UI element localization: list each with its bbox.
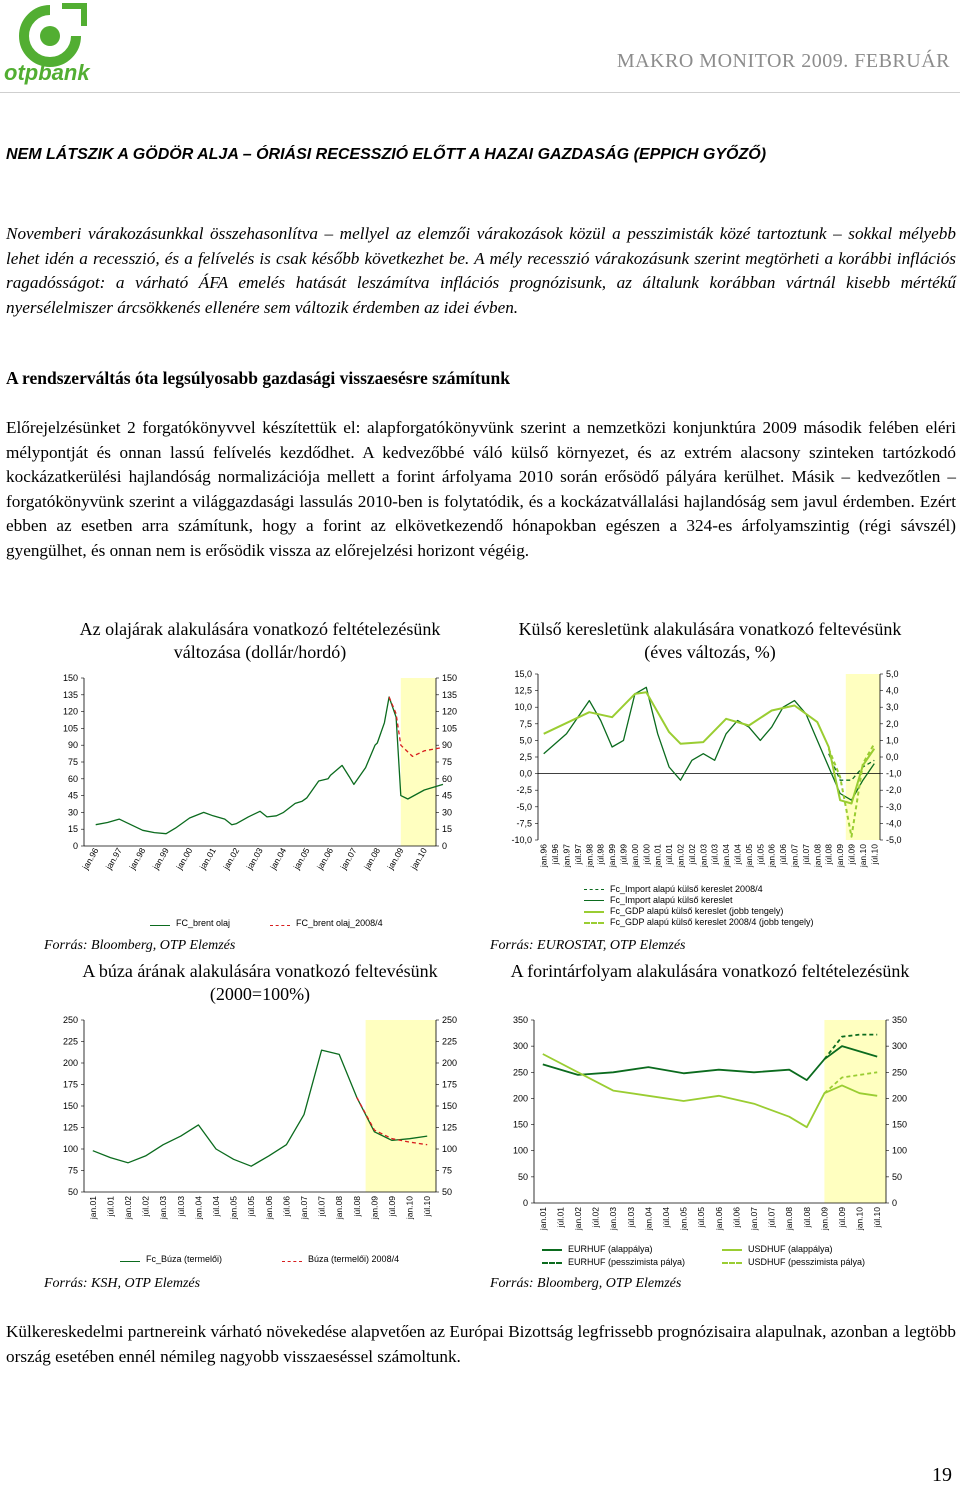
y-tick-label-left: 250 [62,1015,78,1025]
x-tick-label: jan.05 [291,846,312,872]
x-tick-label: jan.07 [299,1196,309,1220]
y-tick-label-left: 150 [62,1101,78,1111]
y-tick-label-right: 1,0 [886,735,899,746]
x-tick-label: júl.10 [422,1196,433,1217]
wheat-source: Forrás: KSH, OTP Elemzés [44,1276,201,1291]
x-tick-label: júl.06 [731,1207,742,1228]
x-tick-label: jan.03 [158,1196,169,1220]
x-tick-label: jan.04 [721,844,732,868]
x-tick-label: júl.04 [732,844,743,865]
x-tick-label: jan.04 [267,846,289,872]
demand-chart-title: Külső keresletünk alakulására vonatkozó feltevésünk (éves változás, %) [518,619,902,662]
x-tick-label: jan.05 [678,1207,689,1231]
y-tick-label-left: 0,0 [519,768,532,779]
x-tick-label: jan.03 [608,1207,619,1231]
y-tick-label-left: 135 [62,689,78,700]
y-tick-label-left: -7,5 [516,818,532,829]
page-number: 19 [932,1464,952,1486]
x-tick-label: jan.98 [584,844,595,868]
legend-item: Fc_Búza (termelői) [120,1254,222,1265]
x-tick-label: júl.08 [823,844,834,865]
legend-item: EURHUF (pesszimista pálya) [542,1257,722,1268]
x-tick-label: jan.05 [228,1196,239,1220]
x-tick-label: jan.99 [150,846,171,872]
x-tick-label: júl.08 [801,1207,812,1228]
legend-item: Fc_GDP alapú külső kereslet (jobb tengely) [584,906,813,917]
y-tick-label-right: 30 [442,807,453,818]
wheat-chart-title: A búza árának alakulására vonatkozó feltevésünk (2000=100%) [82,961,438,1004]
y-tick-label-right: 150 [442,1101,458,1111]
section-subhead: A rendszerváltás óta legsúlyosabb gazdasági visszaesésre számítunk [6,368,510,388]
y-tick-label-right: -1,0 [886,768,902,779]
y-tick-label-left: -5,0 [516,801,532,812]
y-tick-label-right: 225 [442,1036,458,1047]
y-tick-label-right: -2,0 [886,785,902,796]
x-tick-label: júl.01 [555,1207,566,1228]
y-tick-label-right: 0 [442,841,448,851]
y-tick-label-right: 45 [442,790,453,801]
y-tick-label-left: 0 [72,841,78,851]
y-tick-label-left: 90 [67,740,78,751]
x-tick-label: jan.08 [784,1207,795,1231]
x-tick-label: jan.08 [361,846,383,872]
x-tick-label: júl.02 [140,1196,151,1217]
y-tick-label-right: -5,0 [886,835,902,845]
y-tick-label-left: 200 [62,1058,78,1068]
x-tick-label: júl.07 [800,844,811,865]
x-tick-label: jan.02 [123,1196,133,1220]
forecast-band [846,674,880,840]
x-tick-label: júl.00 [641,844,652,865]
x-tick-label: jan.06 [263,1196,274,1220]
x-tick-label: jan.99 [607,844,618,868]
demand-source: Forrás: EUROSTAT, OTP Elemzés [490,938,686,953]
y-tick-label-left: 7,5 [519,718,532,729]
y-tick-label-right: 5,0 [886,669,899,679]
y-tick-label-right: 200 [892,1093,908,1104]
y-tick-label-right: 125 [442,1122,458,1133]
x-tick-label: júl.04 [211,1196,221,1217]
forecast-band [366,1020,436,1192]
series-line [544,687,875,800]
y-tick-label-left: 10,0 [514,702,532,713]
y-tick-label-right: 60 [442,773,453,784]
x-tick-label: jan.04 [643,1207,654,1231]
fx-source: Forrás: Bloomberg, OTP Elemzés [490,1276,682,1291]
x-tick-label: jan.06 [314,846,336,872]
y-tick-label-left: 200 [512,1093,528,1104]
y-tick-label-right: 50 [892,1171,903,1182]
masthead: MAKRO MONITOR 2009. FEBRUÁR [616,50,950,72]
y-tick-label-left: 2,5 [519,752,532,762]
x-tick-label: jan.07 [338,846,359,872]
oil-legend [150,918,383,929]
y-tick-label-left: 300 [512,1041,528,1052]
x-tick-label: júl.03 [709,844,720,865]
x-tick-label: jan.00 [174,846,195,872]
wheat-price-chart [40,1010,480,1250]
y-tick-label-right: 300 [892,1041,908,1052]
y-tick-label-right: -4,0 [886,818,902,829]
x-tick-label: jan.04 [193,1196,204,1220]
y-tick-label-left: 250 [512,1067,528,1078]
y-tick-label-left: 105 [62,723,78,734]
y-tick-label-left: 50 [67,1187,78,1197]
x-tick-label: jan.07 [789,844,800,868]
y-tick-label-left: 225 [62,1036,78,1047]
x-tick-label: júl.05 [696,1207,707,1228]
x-tick-label: júl.07 [766,1207,777,1228]
y-tick-label-left: 75 [67,1165,78,1176]
x-tick-label: jan.10 [408,846,429,872]
x-tick-label: júl.09 [387,1196,397,1217]
x-tick-label: júl.04 [661,1207,671,1228]
y-tick-label-right: 3,0 [886,702,899,713]
x-tick-label: jan.02 [675,844,686,868]
y-tick-label-right: 15 [442,824,453,835]
article-title: NEM LÁTSZIK A GÖDÖR ALJA – ÓRIÁSI RECESSZIÓ ELŐTT A HAZAI GAZDASÁG (EPPICH GYŐZŐ) [6,146,767,163]
y-tick-label-right: 4,0 [886,685,899,696]
oil-chart-title: Az olajárak alakulására vonatkozó feltételezésünk változása (dollár/hordó) [79,619,441,662]
x-tick-label: júl.08 [351,1196,362,1217]
y-tick-label-left: 175 [62,1079,78,1090]
wheat-legend [120,1254,399,1265]
x-tick-label: júl.97 [572,844,583,865]
x-tick-label: jan.96 [538,844,549,868]
x-tick-label: jan.09 [385,846,406,872]
x-tick-label: jan.03 [698,844,709,868]
x-tick-label: júl.03 [625,1207,636,1228]
y-tick-label-left: 5,0 [519,735,532,746]
x-tick-label: jan.01 [87,1196,98,1220]
x-tick-label: jan.03 [244,846,265,872]
fx-legend [542,1244,902,1268]
x-tick-label: jan.97 [561,844,572,868]
y-tick-label-right: -3,0 [886,801,902,812]
header-rule [0,92,960,93]
y-tick-label-left: 75 [67,757,78,767]
y-tick-label-left: 45 [67,790,78,801]
y-tick-label-left: 12,5 [514,685,532,696]
legend-item: Fc_Import alapú külső kereslet 2008/4 [584,884,813,895]
x-tick-label: júl.01 [664,844,675,865]
y-tick-label-right: 90 [442,740,453,751]
x-tick-label: jan.09 [819,1207,830,1231]
brand-name: otpbank [4,60,90,85]
x-tick-label: jan.10 [857,844,868,868]
y-tick-label-right: 350 [892,1015,908,1025]
y-tick-label-left: 60 [67,773,78,784]
legend-item: EURHUF (alappálya) [542,1244,722,1255]
y-tick-label-right: 150 [892,1119,908,1130]
x-tick-label: júl.05 [755,844,766,865]
x-tick-label: júl.06 [281,1196,292,1217]
x-tick-label: jan.98 [127,846,148,872]
y-tick-label-right: 200 [442,1058,458,1068]
x-tick-label: júl.99 [618,844,629,865]
y-tick-label-right: 50 [442,1187,453,1197]
y-tick-label-left: 50 [517,1171,528,1182]
x-tick-label: jan.00 [629,844,640,868]
x-tick-label: júl.03 [175,1196,186,1217]
y-tick-label-right: 175 [442,1079,458,1090]
y-tick-label-right: 75 [442,757,453,767]
y-tick-label-right: 105 [442,723,458,734]
x-tick-label: jan.02 [573,1207,583,1231]
y-tick-label-right: 250 [442,1015,458,1025]
x-tick-label: júl.02 [590,1207,601,1228]
y-tick-label-right: 100 [442,1144,458,1154]
x-tick-label: jan.05 [743,844,754,868]
x-tick-label: júl.01 [105,1196,116,1217]
lead-paragraph: Novemberi várakozásunkkal összehasonlítva – mellyel az elemzői várakozások közül a pesszimisták közé tartoztunk – sokkal mélyebb lehet idén a recesszió, és a felívelés is csak később következhet be. A mély recesszió várakozásunk szerint megtörheti a korábbi inflációs ragadósságot: a várható ÁFA emelés hatását leszámítva inflációs prognózisunk, az általunk korábban vártnál kisebb mértékű nyersélelmiszer árcsökkenés ellenére sem változik érdemben az idei évben. [6,224,956,317]
oil-source: Forrás: Bloomberg, OTP Elemzés [44,938,236,953]
y-tick-label-right: 75 [442,1165,453,1176]
x-tick-label: júl.07 [316,1196,327,1217]
x-tick-label: jan.08 [334,1196,345,1220]
legend-item: Búza (termelői) 2008/4 [282,1254,399,1265]
x-tick-label: jan.10 [404,1196,415,1220]
y-tick-label-left: 30 [67,807,78,818]
y-tick-label-left: 150 [62,673,78,683]
x-tick-label: júl.09 [837,1207,847,1228]
y-tick-label-right: 150 [442,673,458,683]
legend-item: USDHUF (pesszimista pálya) [722,1257,902,1268]
x-tick-label: jan.08 [812,844,823,868]
y-tick-label-right: 0,0 [886,752,899,762]
y-tick-label-left: -2,5 [516,785,532,796]
x-tick-label: jan.01 [537,1207,548,1231]
y-tick-label-right: 250 [892,1067,908,1078]
external-demand-chart [490,668,930,878]
y-tick-label-left: -10,0 [511,835,532,845]
y-tick-label-left: 100 [512,1145,528,1156]
legend-item: Fc_GDP alapú külső kereslet 2008/4 (jobb tengely) [584,917,813,928]
forecast-band [401,678,436,846]
forint-fx-chart [490,1010,930,1245]
x-tick-label: júl.09 [846,844,857,865]
y-tick-label-right: 100 [892,1145,908,1156]
body-paragraph-2: Külkereskedelmi partnereink várható növekedése alapvetően az Európai Bizottság legfrissebb prognózisaira alapulnak, azonban a legtöbb ország esetében ennél némileg nagyobb visszaeséssel számoltunk. [6,1322,956,1366]
x-tick-label: jan.09 [835,844,846,868]
x-tick-label: jan.09 [369,1196,380,1220]
y-tick-label-right: 120 [442,706,458,717]
x-tick-label: júl.02 [686,844,697,865]
fx-chart-title: A forintárfolyam alakulására vonatkozó feltételezésünk [510,961,910,981]
x-tick-label: jan.07 [749,1207,759,1231]
legend-item: USDHUF (alappálya) [722,1244,902,1255]
legend-item: Fc_Import alapú külső kereslet [584,895,813,906]
legend-item: FC_brent olaj_2008/4 [270,918,383,929]
y-tick-label-left: 150 [512,1119,528,1130]
x-tick-label: jan.02 [221,846,242,872]
x-tick-label: jan.10 [854,1207,865,1231]
legend-item: FC_brent olaj [150,918,230,929]
y-tick-label-left: 100 [62,1144,78,1154]
x-tick-label: júl.98 [595,844,606,865]
y-tick-label-left: 15 [67,824,78,835]
x-tick-label: jan.06 [766,844,777,868]
body-paragraph-1: Előrejelzésünket 2 forgatókönyvvel készítettük el: alapforgatókönyvünk szerint a nemzetközi konjunktúra 2009 második felében eléri mélypontját és onnan lassú felívelés kezdődhet. A kedvezőbbé váló külső környezet, és az extrém alacsony szinteken tartózkodó kockázatkerülési hajlandóság normalizációja mellett a forint árfolyama 2010 során erősödő pályára kerülhet. Másik – kedvezőtlen – forgatókönyvünk szerint a világgazdasági lassulás 2010-ben is folytatódik, és a kockázatvállalási hajlandóság sem javul érdemben. Ezért ebben az esetben arra számítunk, hogy a forint az elkövetkezendő hónapokban egészen a 324-es árfolyamszintig (régi sávszél) gyengülhet, és onnan nem is erősödik vissza az előrejelzési horizont végéig. [6,418,956,560]
x-tick-label: jan.01 [197,846,218,872]
x-tick-label: júl.05 [246,1196,257,1217]
x-tick-label: jan.97 [103,846,124,872]
x-tick-label: júl.06 [778,844,789,865]
x-tick-label: jan.01 [652,844,663,868]
y-tick-label-left: 120 [62,706,78,717]
y-tick-label-left: 125 [62,1122,78,1133]
series-line [96,697,443,834]
y-tick-label-left: 15,0 [514,669,532,679]
demand-legend [584,884,813,928]
y-tick-label-left: 0 [522,1198,528,1208]
y-tick-label-right: 0 [892,1198,898,1208]
y-tick-label-left: 350 [512,1015,528,1025]
x-tick-label: júl.10 [872,1207,883,1228]
y-tick-label-right: 2,0 [886,718,899,729]
x-tick-label: júl.96 [550,844,561,865]
x-tick-label: jan.06 [713,1207,724,1231]
series-line [544,692,875,803]
x-tick-label: jan.96 [80,846,101,872]
x-tick-label: júl.10 [869,844,880,865]
y-tick-label-right: 135 [442,689,458,700]
oil-price-chart [40,668,480,908]
